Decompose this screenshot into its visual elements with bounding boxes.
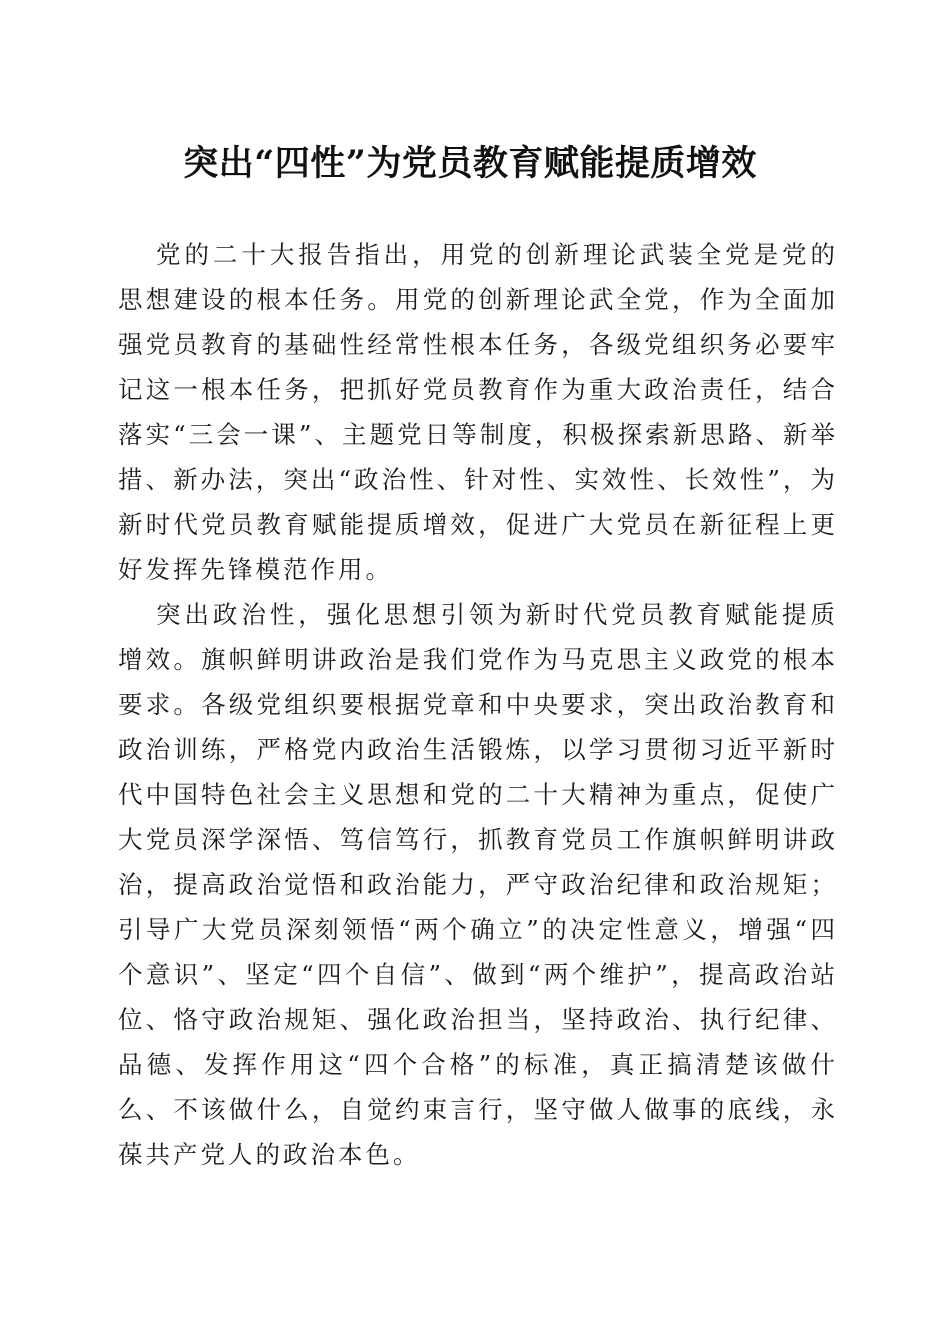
- paragraph-intro: 党的二十大报告指出，用党的创新理论武装全党是党的思想建设的根本任务。用党的创新理论武全党，作为全面加强党员教育的基础性经常性根本任务，各级党组织务必要牢记这一根本任务，把抓好党员教育作为重大政治责任，结合落实“三会一课”、主题党日等制度，积极探索新思路、新举措、新办法，突出“政治性、针对性、实效性、长效性”，为新时代党员教育赋能提质增效，促进广大党员在新征程上更好发挥先锋模范作用。: [118, 240, 838, 584]
- document-title: 突出“四性”为党员教育赋能提质增效: [183, 143, 757, 184]
- paragraph-political: 突出政治性，强化思想引领为新时代党员教育赋能提质增效。旗帜鲜明讲政治是我们党作为马克思主义政党的根本要求。各级党组织要根据党章和中央要求，突出政治教育和政治训练，严格党内政治生活锻炼，以学习贯彻习近平新时代中国特色社会主义思想和党的二十大精神为重点，促使广大党员深学深悟、笃信笃行，抓教育党员工作旗帜鲜明讲政治，提高政治觉悟和政治能力，严守政治纪律和政治规矩；引导广大党员深刻领悟“两个确立”的决定性意义，增强“四个意识”、坚定“四个自信”、做到“两个维护”，提高政治站位、恪守政治规矩、强化政治担当，坚持政治、执行纪律、品德、发挥作用这“四个合格”的标准，真正搞清楚该做什么、不该做什么，自觉约束言行，坚守做人做事的底线，永葆共产党人的政治本色。: [118, 600, 838, 1169]
- document-body: [118, 232, 838, 1177]
